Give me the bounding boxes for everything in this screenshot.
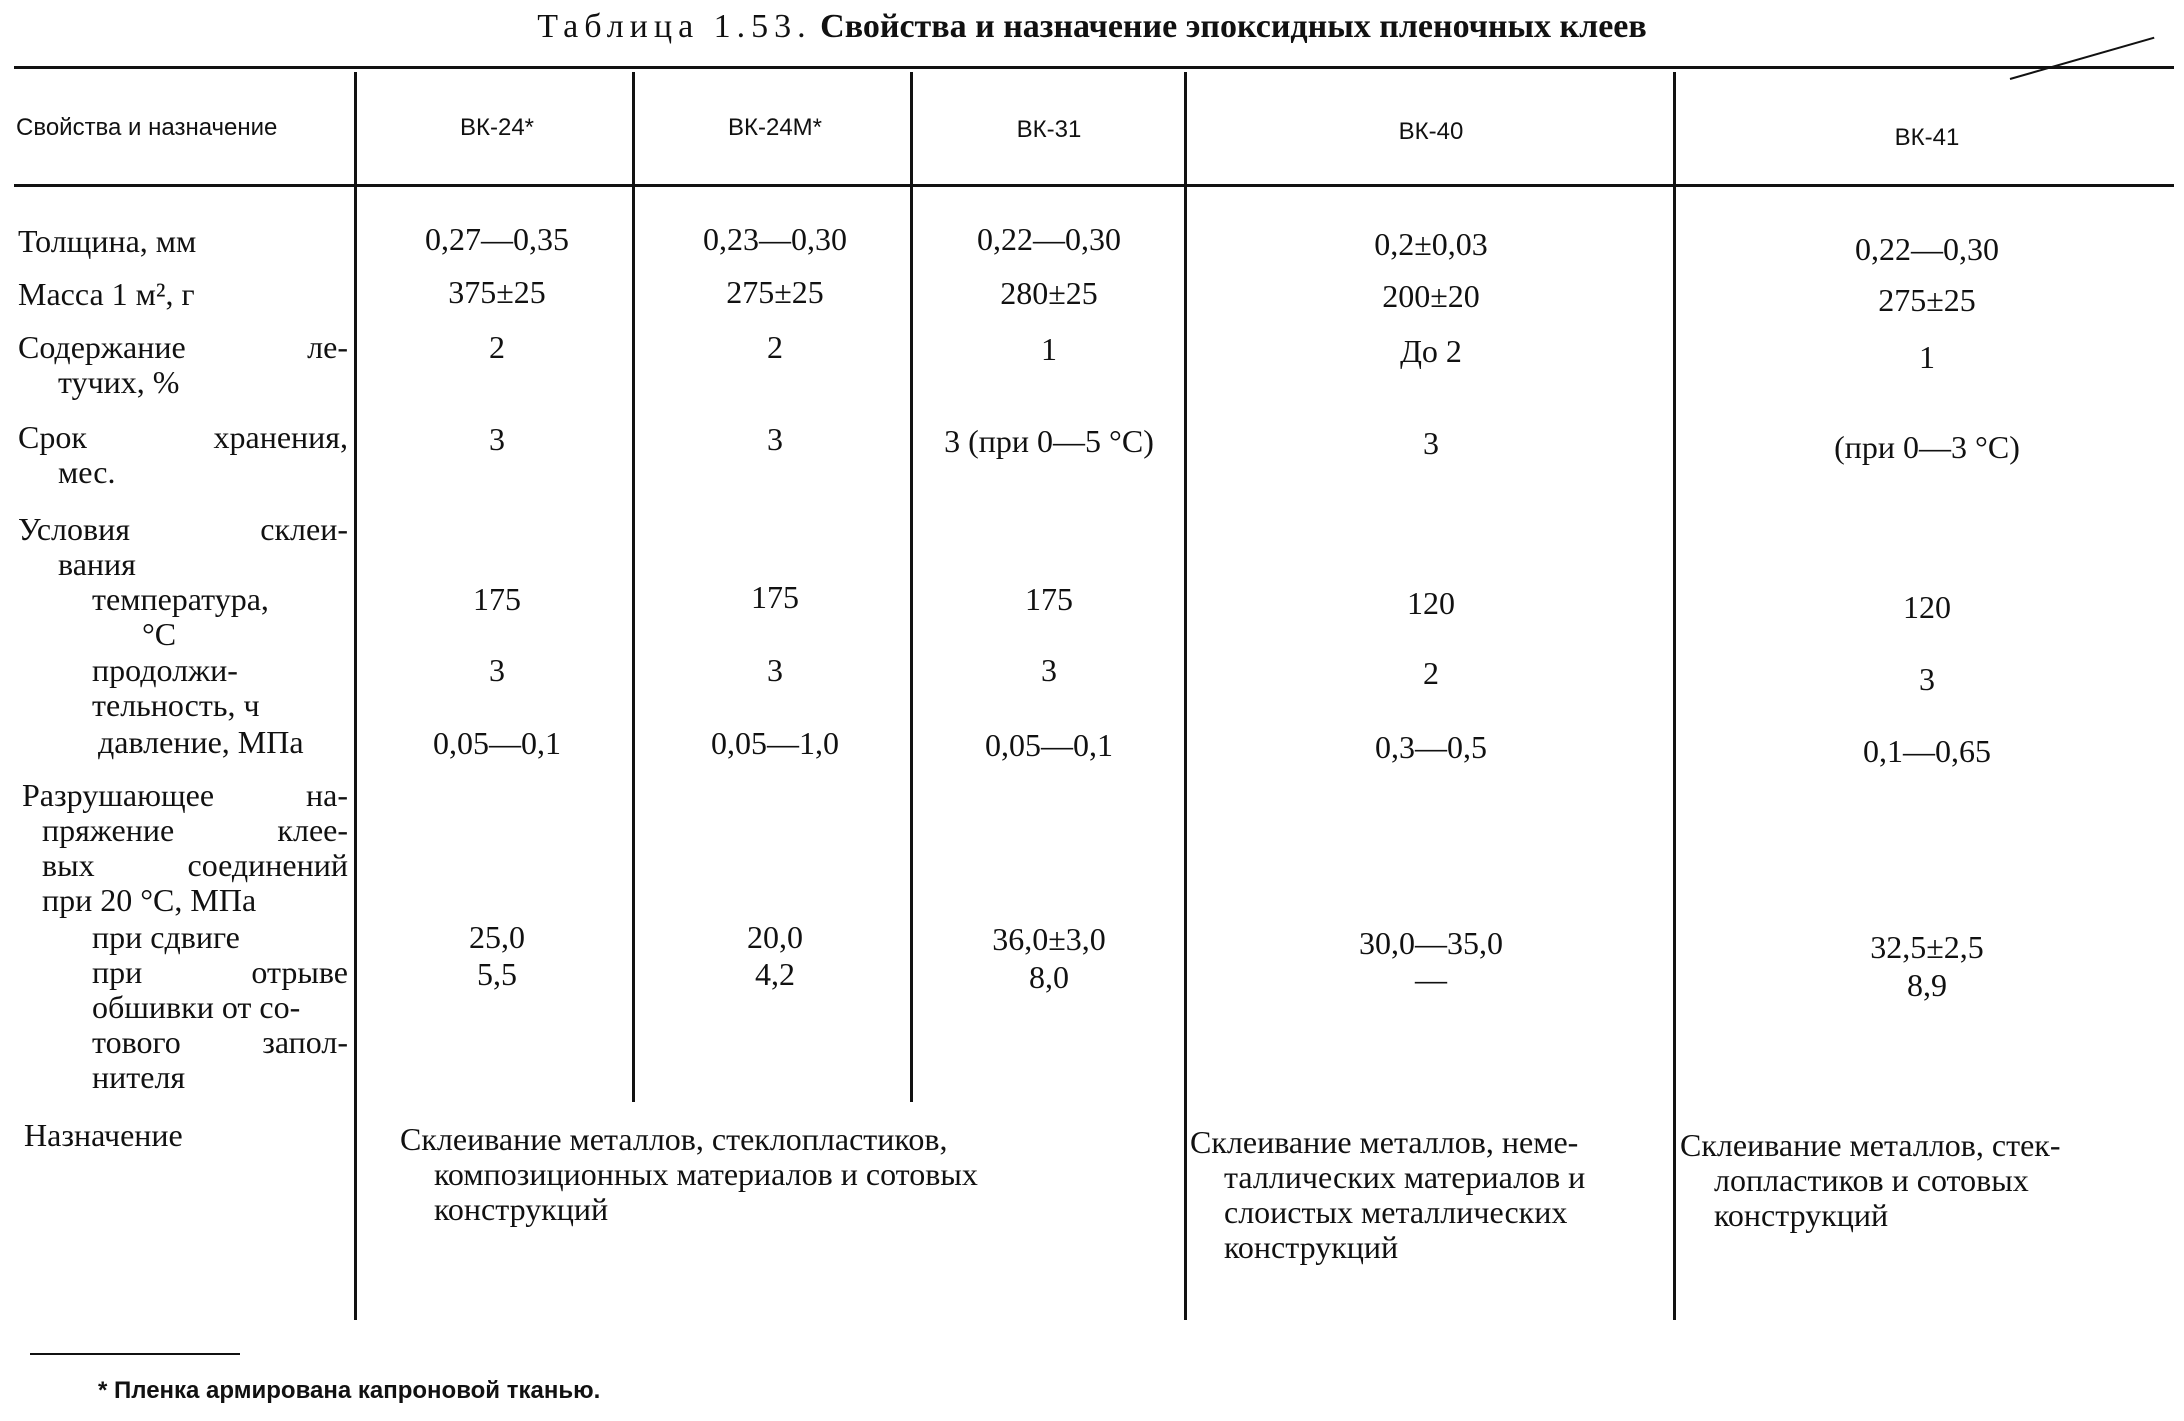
column-divider xyxy=(1184,72,1187,1320)
table-title xyxy=(0,8,2184,46)
row-label-thickness: Толщина, мм xyxy=(18,223,197,259)
label-part: тучих, % xyxy=(58,364,180,400)
column-divider xyxy=(354,72,357,1320)
label-part: Срок xyxy=(18,419,87,455)
cell: 280±25 xyxy=(1000,275,1098,311)
header-vk41: ВК-41 xyxy=(1894,124,1960,151)
cell: 0,23—0,30 xyxy=(703,221,847,257)
label-part: обшивки от со- xyxy=(92,989,301,1025)
label-part: тельность, ч xyxy=(92,687,260,723)
cell: 8,0 xyxy=(1029,959,1069,995)
label-part: на- xyxy=(306,777,348,813)
cell: До 2 xyxy=(1400,333,1462,369)
cell: 32,5±2,5 xyxy=(1870,929,1984,965)
cell: 1 xyxy=(1041,331,1057,367)
footnote-rule xyxy=(30,1353,240,1355)
header-rule xyxy=(14,184,2174,187)
header-vk24m: ВК-24М* xyxy=(727,114,822,141)
label-part: температура, xyxy=(92,581,269,617)
cell: 175 xyxy=(473,581,521,617)
cell: 25,0 xyxy=(469,919,525,955)
footnote: * Пленка армирована капроновой тканью. xyxy=(98,1377,601,1404)
label-part: соединений xyxy=(187,847,348,883)
cell: 0,2±0,03 xyxy=(1374,226,1488,262)
table-caption: Свойства и назначение эпоксидных пленочных клеев xyxy=(820,8,1647,45)
row-label-shear xyxy=(18,920,348,955)
cell: 8,9 xyxy=(1907,967,1947,1003)
cell: 3 xyxy=(767,421,783,457)
purpose-line: лопластиков и сотовых xyxy=(1714,1162,2029,1198)
label-part: хранения, xyxy=(213,419,348,455)
row-label-mass: Масса 1 м², г xyxy=(18,276,195,312)
cell: 3 xyxy=(1919,661,1935,697)
label-part: вых xyxy=(42,847,95,883)
row-label-purpose: Назначение xyxy=(24,1117,183,1153)
cell: 0,05—0,1 xyxy=(985,727,1113,763)
cell: 2 xyxy=(767,329,783,365)
row-label-temperature xyxy=(18,582,348,652)
cell: 2 xyxy=(489,329,505,365)
cell: 3 xyxy=(767,652,783,688)
purpose-line: конструкций xyxy=(1224,1229,1399,1265)
cell: 175 xyxy=(751,579,799,615)
cell: 36,0±3,0 xyxy=(992,921,1106,957)
purpose-line: конструкций xyxy=(1714,1197,1889,1233)
purpose-line: таллических материалов и xyxy=(1224,1159,1586,1195)
cell: 5,5 xyxy=(477,956,517,992)
cell: — xyxy=(1415,961,1447,997)
label-part: нителя xyxy=(92,1059,186,1095)
row-label-duration xyxy=(18,653,348,723)
row-label-strength xyxy=(22,778,348,918)
cell: 0,1—0,65 xyxy=(1863,733,1991,769)
purpose-line: композиционных материалов и сотовых xyxy=(434,1156,978,1192)
purpose-line: слоистых металлических xyxy=(1224,1194,1568,1230)
label-part: клее- xyxy=(277,812,348,848)
cell: 4,2 xyxy=(755,956,795,992)
label-part: при 20 °С, МПа xyxy=(42,882,257,918)
header-vk31: ВК-31 xyxy=(1016,116,1082,143)
purpose-line: Склеивание металлов, неме- xyxy=(1190,1124,1579,1160)
cell: 275±25 xyxy=(1878,282,1976,318)
label-part: запол- xyxy=(262,1024,348,1060)
label-part: Условия xyxy=(18,511,130,547)
label-part: °С xyxy=(142,616,177,652)
row-label-pressure xyxy=(18,725,348,760)
cell: 2 xyxy=(1423,655,1439,691)
cell: 3 xyxy=(1041,652,1057,688)
label-part: давление, МПа xyxy=(98,724,304,760)
header-properties: Свойства и назначение xyxy=(16,114,278,141)
label-part: ле- xyxy=(307,329,348,365)
label-part: тового xyxy=(92,1024,181,1060)
cell: 175 xyxy=(1025,581,1073,617)
cell: 3 xyxy=(1423,425,1439,461)
label-part: отрыве xyxy=(251,954,348,990)
label-part: Разрушающее xyxy=(22,777,215,813)
row-label-volatiles xyxy=(18,330,348,400)
cell: 375±25 xyxy=(448,274,546,310)
cell: 0,3—0,5 xyxy=(1375,729,1487,765)
cell: 20,0 xyxy=(747,919,803,955)
label-part: вания xyxy=(58,546,136,582)
table-number: Таблица 1.53. xyxy=(537,8,812,45)
label-part: Содержание xyxy=(18,329,186,365)
purpose-vk24-vk31 xyxy=(400,1122,1146,1227)
row-label-conditions xyxy=(18,512,348,582)
row-label-storage xyxy=(18,420,348,490)
cell: 120 xyxy=(1407,585,1455,621)
purpose-line: конструкций xyxy=(434,1191,609,1227)
cell: 0,27—0,35 xyxy=(425,221,569,257)
cell: (при 0—3 °С) xyxy=(1834,429,2020,465)
header-vk24: ВК-24* xyxy=(459,114,534,141)
row-label-tear xyxy=(18,955,348,1095)
label-part: склеи- xyxy=(260,511,348,547)
label-part: пряжение xyxy=(42,812,175,848)
purpose-line: Склеивание металлов, стеклопластиков, xyxy=(400,1121,948,1157)
cell: 120 xyxy=(1903,589,1951,625)
cell: 3 xyxy=(489,652,505,688)
label-part: при сдвиге xyxy=(92,919,240,955)
label-part: при xyxy=(92,954,143,990)
cell: 0,05—0,1 xyxy=(433,725,561,761)
purpose-line: Склеивание металлов, стек- xyxy=(1680,1127,2061,1163)
label-part: продолжи- xyxy=(92,652,238,688)
cell: 3 xyxy=(489,421,505,457)
cell: 200±20 xyxy=(1382,278,1480,314)
cell: 275±25 xyxy=(726,274,824,310)
cell: 0,22—0,30 xyxy=(977,221,1121,257)
purpose-vk41 xyxy=(1680,1128,2158,1233)
top-rule xyxy=(14,66,2174,69)
purpose-vk40 xyxy=(1190,1125,1670,1265)
header-vk40: ВК-40 xyxy=(1398,118,1464,145)
cell: 30,0—35,0 xyxy=(1359,925,1503,961)
cell: 0,22—0,30 xyxy=(1855,231,1999,267)
cell: 1 xyxy=(1919,339,1935,375)
cell: 3 (при 0—5 °С) xyxy=(944,423,1154,459)
label-part: мес. xyxy=(58,454,116,490)
cell: 0,05—1,0 xyxy=(711,725,839,761)
